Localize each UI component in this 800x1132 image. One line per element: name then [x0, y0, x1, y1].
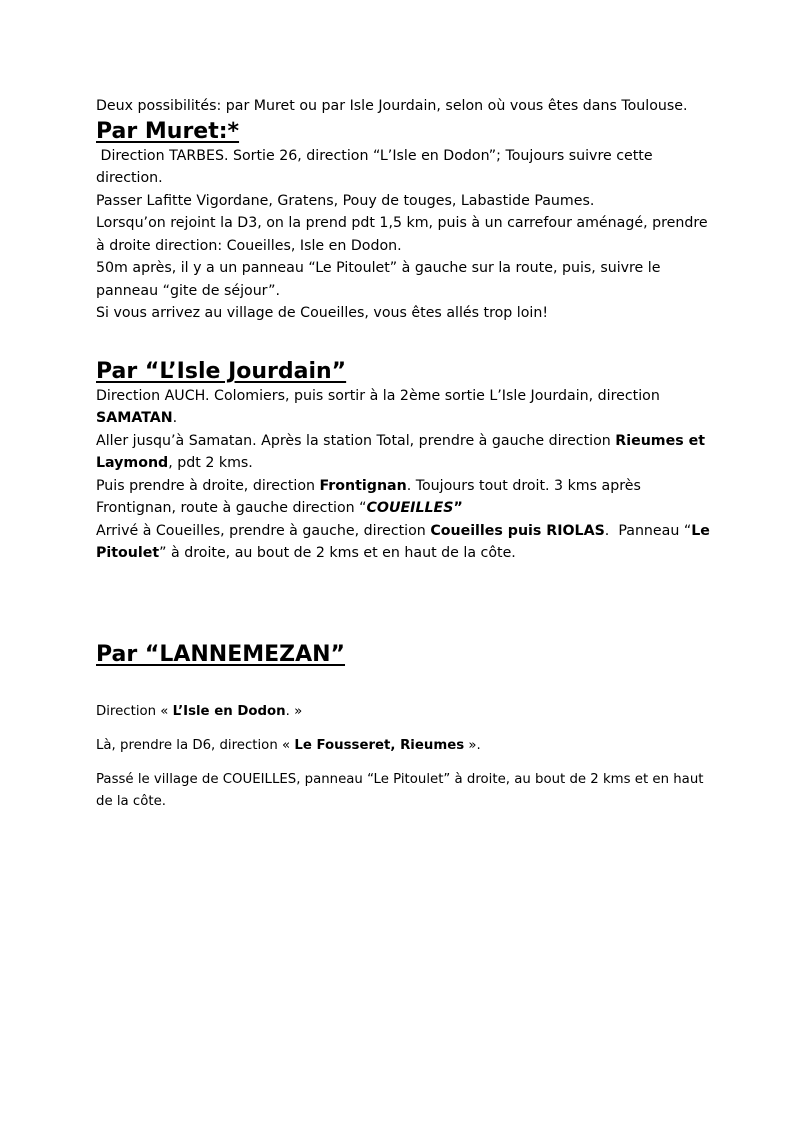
- isle-p3-bold: Frontignan: [319, 477, 407, 494]
- lannemezan-paragraph-3: Passé le village de COUEILLES, panneau “Le Pitoulet” à droite, au bout de 2 kms et en haut de la côte.: [96, 771, 704, 809]
- isle-p3-bold-2: COUEILLES: [366, 500, 454, 516]
- lann-p2-text: Là, prendre la D6, direction «: [96, 737, 295, 753]
- isle-p1-bold: SAMATAN: [96, 410, 173, 426]
- isle-p2-end: , pdt 2 kms.: [168, 455, 253, 471]
- muret-line-1: Direction TARBES. Sortie 26, direction “L’Isle en Dodon”; Toujours suivre cette direction.: [96, 147, 658, 186]
- heading-par-isle-jourdain: Par “L’Isle Jourdain”: [96, 358, 347, 384]
- isle-p4-mid: . Panneau “: [604, 522, 692, 539]
- isle-p4-text: Arrivé à Coueilles, prendre à gauche, direction: [96, 522, 431, 539]
- lannemezan-paragraph-2: [96, 735, 716, 757]
- isle-p2-text: Aller jusqu’à Samatan. Après la station Total, prendre à gauche direction: [96, 432, 616, 449]
- heading-par-muret: Par Muret:*: [96, 118, 240, 144]
- isle-p1-text: Direction AUCH. Colomiers, puis sortir à la 2ème sortie L’Isle Jourdain, direction: [96, 387, 660, 404]
- muret-line-2: Passer Lafitte Vigordane, Gratens, Pouy de touges, Labastide Paumes.: [96, 192, 595, 209]
- section-lannemezan: [96, 701, 716, 813]
- isle-p4-bold: Coueilles puis RIOLAS: [430, 522, 605, 539]
- lann-p1-text: Direction «: [96, 703, 173, 719]
- section-isle-jourdain: [96, 385, 716, 565]
- isle-p4-end: ” à droite, au bout de 2 kms et en haut de la côte.: [159, 545, 516, 561]
- isle-p3-mid: . Toujours tout droit. 3 kms après Frontignan, route à gauche direction “: [96, 477, 641, 516]
- intro-paragraph: Deux possibilités: par Muret ou par Isle Jourdain, selon où vous êtes dans Toulouse.: [96, 98, 688, 114]
- isle-paragraph-1: [96, 385, 716, 430]
- isle-paragraph-2: [96, 430, 716, 475]
- lann-p1-end: . »: [285, 703, 303, 719]
- isle-p2-bold: Rieumes et Laymond: [96, 432, 706, 471]
- lann-p2-end: ».: [464, 737, 481, 753]
- isle-p1-end: .: [172, 410, 178, 426]
- lann-p1-bold: L’Isle en Dodon: [172, 703, 286, 719]
- isle-p3-end: ”: [453, 500, 463, 516]
- isle-p4-bold-2: Le Pitoulet: [96, 522, 710, 561]
- isle-paragraph-4: [96, 520, 716, 565]
- muret-line-4: 50m après, il y a un panneau “Le Pitoulet” à gauche sur la route, puis, suivre le panneau “gite de séjour”.: [96, 260, 661, 299]
- muret-line-3: Lorsqu’on rejoint la D3, on la prend pdt 1,5 km, puis à un carrefour aménagé, prendre à droite direction: Coueilles, Isle en Dodon.: [96, 215, 708, 254]
- isle-paragraph-3: [96, 475, 716, 520]
- isle-p3-text: Puis prendre à droite, direction: [96, 477, 320, 494]
- lann-p2-bold: Le Fousseret, Rieumes: [294, 737, 465, 753]
- lannemezan-paragraph-1: [96, 701, 716, 723]
- document-page: [96, 95, 716, 813]
- section-muret: [96, 145, 716, 325]
- heading-par-lannemezan: Par “LANNEMEZAN”: [96, 641, 346, 667]
- muret-line-5: Si vous arrivez au village de Coueilles, vous êtes allés trop loin!: [96, 305, 549, 321]
